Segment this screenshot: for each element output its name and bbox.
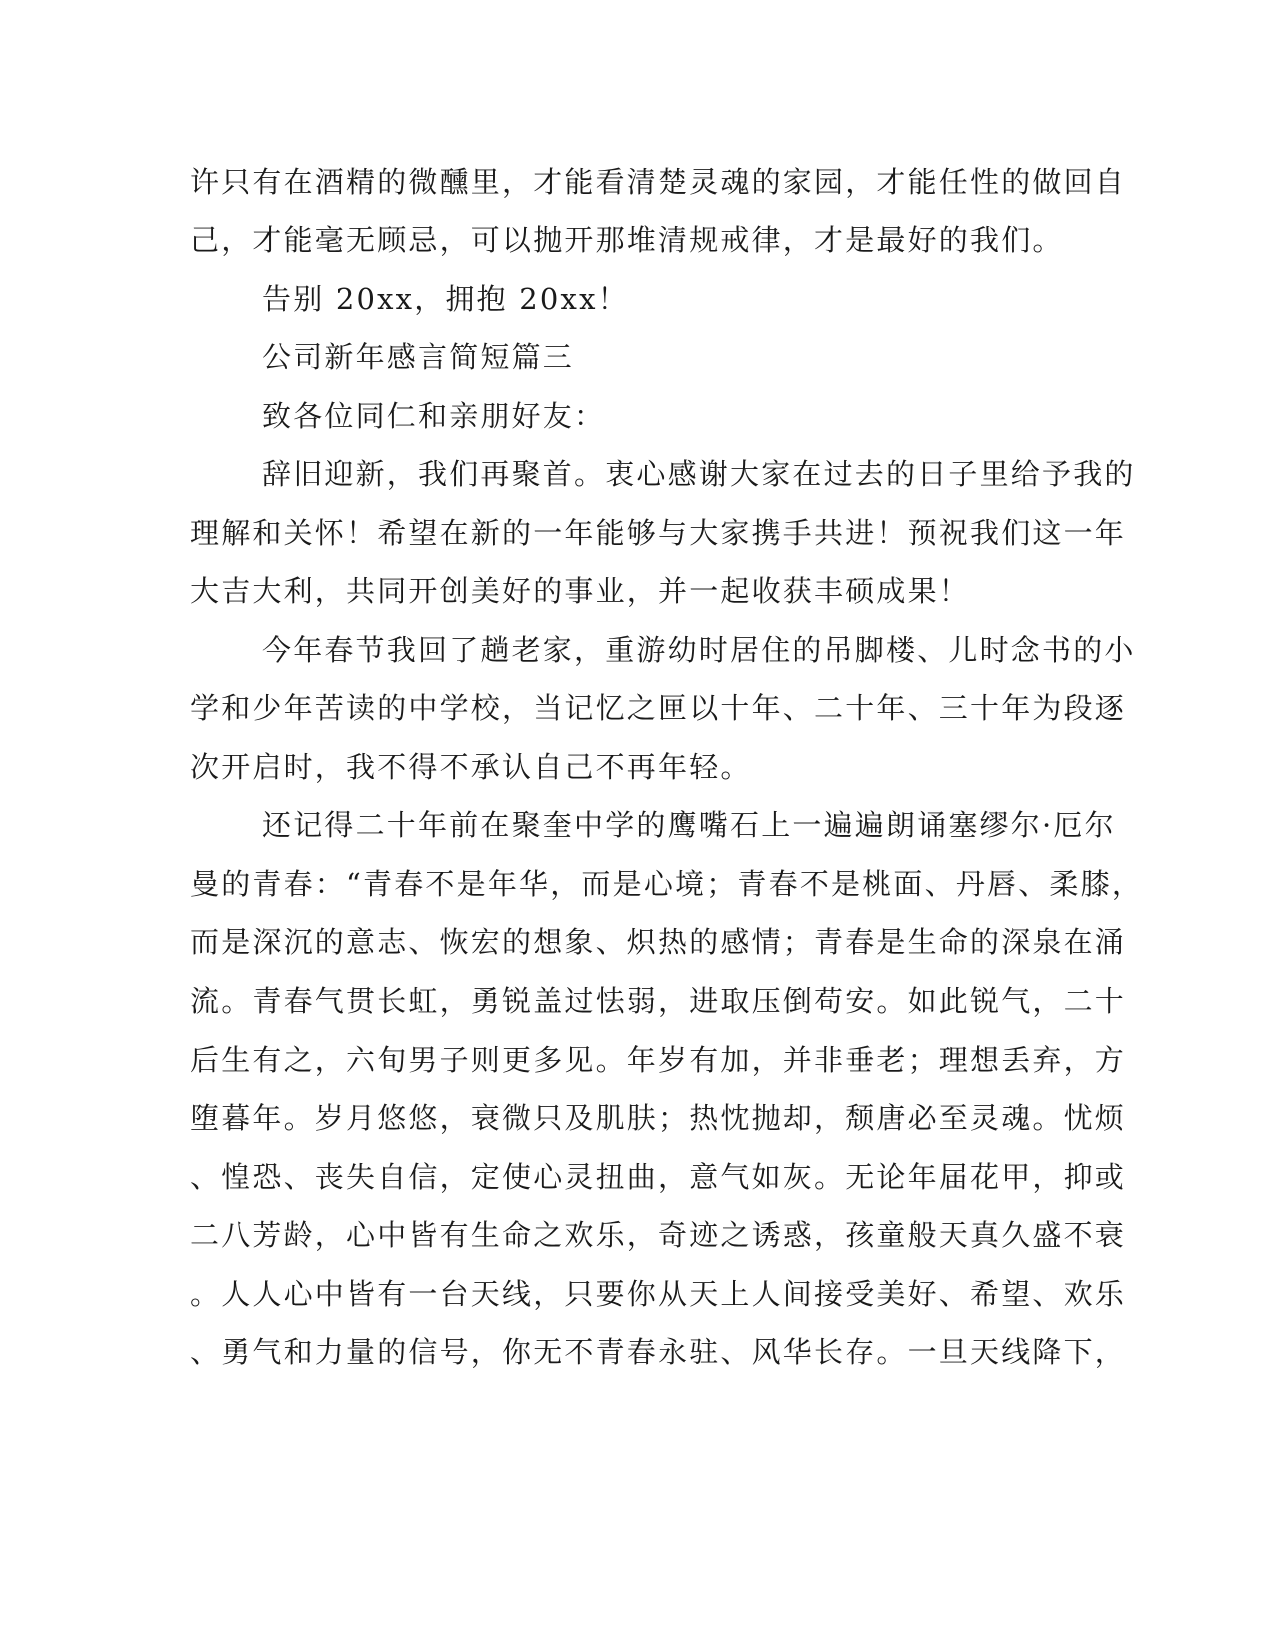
- text-line: 还记得二十年前在聚奎中学的鹰嘴石上一遍遍朗诵塞缪尔·厄尔: [262, 808, 1116, 842]
- text-line: 堕暮年。岁月悠悠，衰微只及肌肤；热忱抛却，颓唐必至灵魂。忧烦: [190, 1101, 1127, 1135]
- text-line: 流。青春气贯长虹，勇锐盖过怯弱，进取压倒苟安。如此锐气，二十: [190, 984, 1127, 1018]
- text-line: 己，才能毫无顾忌，可以抛开那堆清规戒律，才是最好的我们。: [190, 223, 1064, 257]
- text-line: 辞旧迎新，我们再聚首。衷心感谢大家在过去的日子里给予我的: [262, 457, 1136, 491]
- text-line: 、勇气和力量的信号，你无不青春永驻、风华长存。一旦天线降下，: [190, 1335, 1127, 1369]
- text-line: 告别 20xx，拥抱 20xx！: [262, 282, 629, 316]
- salutation: 致各位同仁和亲朋好友：: [262, 399, 606, 433]
- text-line: 理解和关怀！希望在新的一年能够与大家携手共进！预祝我们这一年: [190, 516, 1127, 550]
- text-line: 二八芳龄，心中皆有生命之欢乐，奇迹之诱惑，孩童般天真久盛不衰: [190, 1218, 1127, 1252]
- text-line: 曼的青春：“青春不是年华，而是心境；青春不是桃面、丹唇、柔膝，: [190, 867, 1144, 901]
- text-line: 后生有之，六旬男子则更多见。年岁有加，并非垂老；理想丢弃，方: [190, 1043, 1127, 1077]
- text-line: 学和少年苦读的中学校，当记忆之匣以十年、二十年、三十年为段逐: [190, 691, 1127, 725]
- text-line: 而是深沉的意志、恢宏的想象、炽热的感情；青春是生命的深泉在涌: [190, 925, 1127, 959]
- text-line: 次开启时，我不得不承认自己不再年轻。: [190, 750, 752, 784]
- section-heading: 公司新年感言简短篇三: [262, 340, 575, 374]
- text-line: 、惶恐、丧失自信，定使心灵扭曲，意气如灰。无论年届花甲，抑或: [190, 1160, 1127, 1194]
- text-line: 许只有在酒精的微醺里，才能看清楚灵魂的家园，才能任性的做回自: [190, 165, 1127, 199]
- text-line: 今年春节我回了趟老家，重游幼时居住的吊脚楼、儿时念书的小: [262, 633, 1136, 667]
- text-line: 。人人心中皆有一台天线，只要你从天上人间接受美好、希望、欢乐: [190, 1277, 1127, 1311]
- text-line: 大吉大利，共同开创美好的事业，并一起收获丰硕成果！: [190, 574, 971, 608]
